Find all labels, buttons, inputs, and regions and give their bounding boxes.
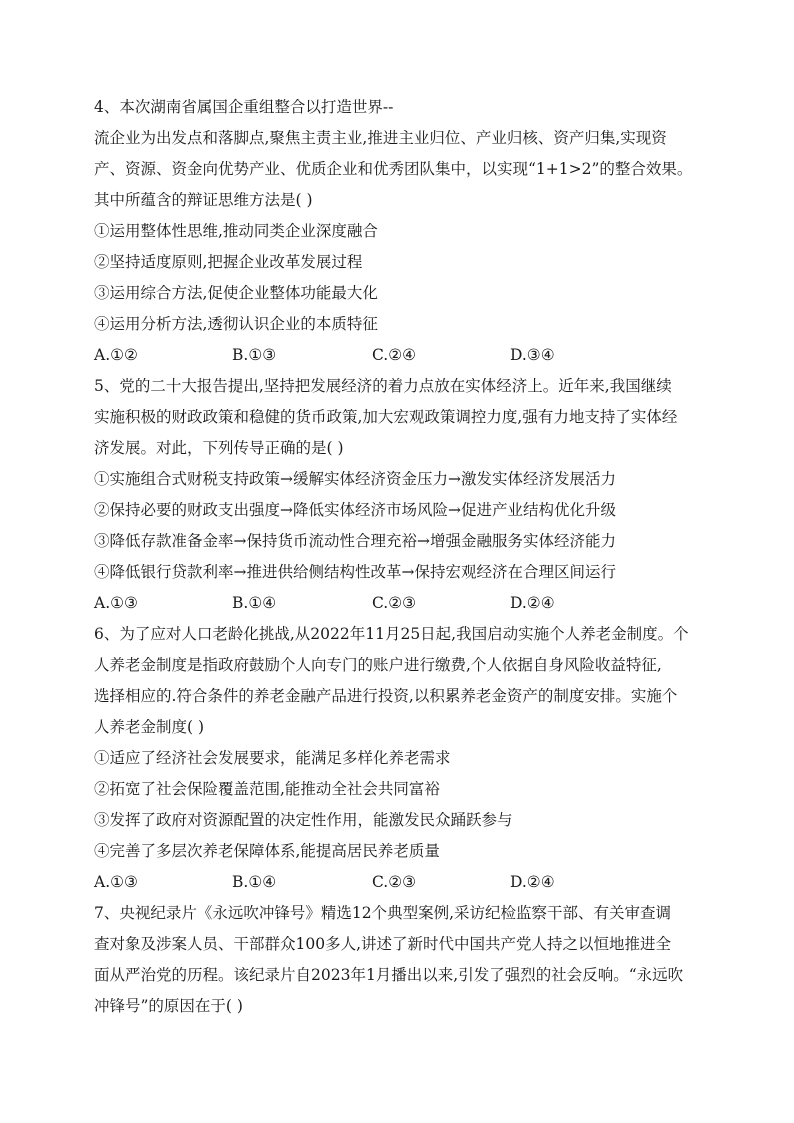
question-stem-line: 冲锋号”的原因在于( ) xyxy=(94,997,243,1015)
statement-option: ①运用整体性思维,推动同类企业深度融合 xyxy=(94,222,378,240)
choice-d: D.②④ xyxy=(510,873,555,891)
choice-a: A.①③ xyxy=(94,594,138,612)
choice-b: B.①④ xyxy=(232,873,277,891)
question-7 xyxy=(94,898,714,1022)
statement-option: ④运用分析方法,透彻认识企业的本质特征 xyxy=(94,315,378,333)
question-stem-line: 5、党的二十大报告提出,坚持把发展经济的着力点放在实体经济上。近年来,我国继续 xyxy=(94,377,672,395)
choice-c: C.②③ xyxy=(372,594,417,612)
choice-d: D.②④ xyxy=(510,594,555,612)
statement-option: ④完善了多层次养老保障体系,能提高居民养老质量 xyxy=(94,842,440,860)
statement-option: ④降低银行贷款利率→推进供给侧结构性改革→保持宏观经济在合理区间运行 xyxy=(94,563,616,581)
choice-b: B.①③ xyxy=(232,346,277,364)
statement-option: ①适应了经济社会发展要求，能满足多样化养老需求 xyxy=(94,749,451,767)
question-stem-line: 流企业为出发点和落脚点,聚焦主责主业,推进主业归位、产业归核、资产归集,实现资 xyxy=(94,129,667,147)
question-stem-line: 实施积极的财政政策和稳健的货币政策,加大宏观政策调控力度,强有力地支持了实体经 xyxy=(94,408,678,426)
question-5 xyxy=(94,371,714,619)
question-stem-line: 7、央视纪录片《永远吹冲锋号》精选12个典型案例,采访纪检监察干部、有关审查调 xyxy=(94,904,672,922)
question-4 xyxy=(94,92,714,371)
question-stem-line: 人养老金制度是指政府鼓励个人向专门的账户进行缴费,个人依据自身风险收益特征, xyxy=(94,656,662,674)
exam-page xyxy=(94,92,714,1022)
question-stem-line: 面从严治党的历程。该纪录片自2023年1月播出以来,引发了强烈的社会反响。“永远吹 xyxy=(94,966,684,984)
choice-b: B.①④ xyxy=(232,594,277,612)
choice-c: C.②④ xyxy=(372,346,417,364)
statement-option: ②坚持适度原则,把握企业改革发展过程 xyxy=(94,253,363,271)
choice-a: A.①② xyxy=(94,346,138,364)
choice-c: C.②③ xyxy=(372,873,417,891)
choice-d: D.③④ xyxy=(510,346,555,364)
statement-option: ②拓宽了社会保险覆盖范围,能推动全社会共同富裕 xyxy=(94,780,440,798)
question-stem-line: 济发展。对此，下列传导正确的是( ) xyxy=(94,439,344,457)
statement-option: ③降低存款准备金率→保持货币流动性合理充裕→增强金融服务实体经济能力 xyxy=(94,532,616,550)
statement-option: ②保持必要的财政支出强度→降低实体经济市场风险→促进产业结构优化升级 xyxy=(94,501,616,519)
question-stem-line: 查对象及涉案人员、干部群众100多人,讲述了新时代中国共产党人持之以恒地推进全 xyxy=(94,935,672,953)
statement-option: ③运用综合方法,促使企业整体功能最大化 xyxy=(94,284,378,302)
question-stem-line: 人养老金制度( ) xyxy=(94,718,205,736)
choice-a: A.①③ xyxy=(94,873,138,891)
answer-choices xyxy=(94,867,714,898)
statement-option: ①实施组合式财税支持政策→缓解实体经济资金压力→激发实体经济发展活力 xyxy=(94,470,616,488)
question-stem-line: 其中所蕴含的辩证思维方法是( ) xyxy=(94,191,313,209)
question-6 xyxy=(94,619,714,898)
answer-choices xyxy=(94,340,714,371)
statement-option: ③发挥了政府对资源配置的决定性作用，能激发民众踊跃参与 xyxy=(94,811,513,829)
question-stem-line: 产、资源、资金向优势产业、优质企业和优秀团队集中，以实现“1+1>2”的整合效果。 xyxy=(94,160,693,178)
answer-choices xyxy=(94,588,714,619)
question-stem-line: 6、为了应对人口老龄化挑战,从2022年11月25日起,我国启动实施个人养老金制度。个 xyxy=(94,625,689,643)
question-stem-line: 4、本次湖南省属国企重组整合以打造世界-- xyxy=(94,98,394,116)
question-stem-line: 选择相应的.符合条件的养老金融产品进行投资,以积累养老金资产的制度安排。实施个 xyxy=(94,687,678,705)
